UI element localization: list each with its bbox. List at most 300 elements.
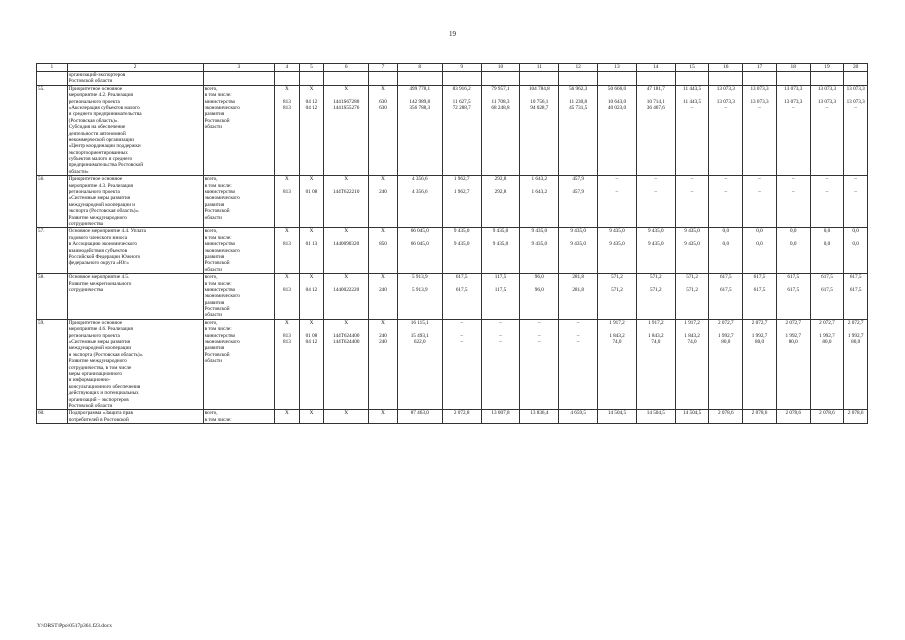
executor-line: министерство (204, 189, 236, 196)
amount-value: 617,5 (821, 286, 833, 293)
amount-value: – (460, 332, 463, 339)
amount-cell (810, 319, 844, 409)
executor-cell (203, 319, 275, 409)
row-number-cell: 56. (37, 176, 68, 228)
amount-value: 0,0 (756, 228, 763, 235)
amount-cell (844, 176, 868, 228)
amount-cell (559, 274, 598, 320)
amount-value: – (499, 319, 502, 326)
spacer (599, 417, 635, 423)
event-name-line: регионального проекта (68, 98, 120, 105)
amount-value: – (791, 104, 795, 111)
executor-cell (203, 176, 275, 228)
empty-cell (776, 72, 810, 86)
amount-value: 617,5 (719, 286, 732, 293)
budget-code-value: 04 12 (305, 104, 318, 111)
amount-value: 142 989,8 (409, 98, 431, 105)
event-name-line: и информационно- (68, 377, 111, 384)
executor-line: в том числе: (204, 92, 232, 99)
budget-code-cell (275, 274, 300, 320)
amount-value: 0,0 (823, 228, 831, 235)
executor-line: в том числе: (204, 234, 232, 241)
empty-cell (598, 72, 637, 86)
executor-line: экономического (204, 104, 240, 111)
amount-value: 1 643,2 (531, 176, 548, 183)
amount-value: 11 708,3 (491, 98, 510, 105)
amount-value: – (460, 339, 463, 346)
amount-value: 9 435,0 (609, 241, 625, 248)
amount-value: – (724, 104, 728, 111)
amount-value: 0,0 (789, 228, 797, 235)
executor-line: экономического (204, 247, 240, 254)
amount-cell (397, 274, 442, 320)
amount-value: 617,5 (849, 286, 862, 293)
amount-cell (810, 274, 844, 320)
spacer (845, 417, 866, 423)
amount-value: 1 992,7 (847, 332, 864, 339)
budget-code-value: 850 (379, 241, 387, 248)
executor-line: Ростовской (204, 260, 230, 267)
amount-value: – (499, 339, 502, 346)
amount-value: 11 230,8 (569, 98, 588, 105)
executor-line: развития (204, 345, 225, 352)
amount-cell (844, 319, 868, 409)
executor-line: министерство (204, 332, 236, 339)
amount-cell (636, 85, 675, 175)
event-name-line: «Центр координации поддержки (68, 143, 141, 150)
amount-value: 14 504,5 (607, 410, 627, 417)
event-name-line: федерального округа «Юг» (68, 260, 129, 267)
amount-cell (743, 176, 777, 228)
page-number: 19 (449, 30, 456, 38)
budget-code-value: 144T622210 (332, 189, 360, 196)
amount-value: 74,0 (687, 339, 697, 346)
budget-code-cell (369, 85, 398, 175)
budget-code-cell (369, 410, 398, 424)
row-number-cell: 60. (37, 410, 68, 424)
budget-code-value: 813 (283, 286, 291, 293)
amount-value: 571,2 (686, 286, 698, 293)
budget-code-value: 813 (283, 104, 291, 111)
event-name-line: сотрудничества (68, 220, 104, 227)
amount-value: 1 843,2 (684, 332, 700, 339)
event-name-cell (67, 85, 203, 175)
event-name-line: Развитие международного (68, 358, 127, 365)
column-number: 10 (481, 64, 520, 72)
amount-value: 292,8 (494, 189, 507, 196)
amount-value: 571,2 (611, 274, 623, 281)
amount-cell (559, 410, 598, 424)
amount-value: 9 435,0 (648, 241, 664, 248)
budget-code-value: 04 12 (305, 98, 318, 105)
amount-value: 13 073,3 (846, 85, 865, 92)
amount-value: 1 992,7 (819, 332, 835, 339)
amount-cell (598, 274, 637, 320)
event-name-line: деятельности автономной (68, 130, 126, 137)
amount-value: 80,0 (788, 339, 798, 346)
column-number: 13 (598, 64, 637, 72)
executor-line: развития (204, 201, 225, 208)
executor-line: развития (204, 253, 225, 260)
amount-value: 36 467,6 (646, 104, 665, 111)
column-number: 8 (397, 64, 442, 72)
amount-value: 617,5 (719, 274, 732, 281)
amount-cell (636, 228, 675, 274)
event-name-cell (67, 228, 203, 274)
budget-code-cell (299, 228, 324, 274)
amount-value: 80,0 (721, 339, 731, 346)
amount-value: 4 356,6 (411, 189, 428, 196)
budget-code-cell (299, 274, 324, 320)
amount-cell (559, 228, 598, 274)
column-number: 2 (67, 64, 203, 72)
amount-cell (709, 319, 743, 409)
amount-cell (709, 85, 743, 175)
table-row (37, 274, 868, 320)
amount-value: 96,0 (534, 274, 544, 281)
amount-value: 9 435,0 (684, 241, 700, 248)
executor-line: Ростовской (204, 208, 230, 215)
amount-value: 74,0 (651, 339, 661, 346)
table-row (37, 410, 868, 424)
row-number-cell: 58. (37, 274, 68, 320)
executor-line: Ростовской (204, 117, 230, 124)
budget-code-cell (299, 319, 324, 409)
amount-cell (481, 176, 520, 228)
budget-code-cell (324, 228, 369, 274)
executor-line: всего, (204, 319, 218, 326)
event-name-line: Ростовской области (68, 402, 113, 409)
amount-cell (810, 228, 844, 274)
amount-value: – (538, 332, 541, 339)
budget-code-value: 1440022220 (333, 286, 360, 293)
amount-value: – (654, 189, 658, 196)
amount-value: 1 917,2 (609, 319, 625, 326)
amount-cell (481, 228, 520, 274)
event-name-line: Основное мероприятие 4.5. (68, 274, 130, 281)
budget-code-value: X (309, 410, 314, 417)
amount-value: 5 913,9 (411, 286, 428, 293)
amount-value: 13 073,3 (846, 98, 865, 105)
amount-cell (810, 176, 844, 228)
amount-value: 9 435,0 (648, 228, 664, 235)
column-number: 11 (520, 64, 559, 72)
amount-value: 1 643,2 (531, 189, 548, 196)
amount-cell (776, 228, 810, 274)
amount-value: 96,0 (534, 286, 544, 293)
amount-cell (776, 319, 810, 409)
event-name-cell (67, 176, 203, 228)
amount-value: 87 463,0 (410, 410, 429, 417)
amount-cell (776, 85, 810, 175)
continuation-name-cell (67, 72, 203, 86)
amount-value: 281,8 (572, 286, 584, 293)
amount-value: 571,2 (649, 274, 662, 281)
budget-code-value: X (285, 176, 289, 183)
budget-code-value: X (285, 85, 289, 92)
amount-value: – (758, 189, 761, 196)
budget-code-cell (369, 228, 398, 274)
budget-code-value: X (309, 228, 314, 235)
column-number: 16 (709, 64, 743, 72)
budget-code-cell (275, 410, 300, 424)
amount-value: 13 073,3 (817, 85, 837, 92)
amount-value: 40 023,0 (607, 104, 627, 111)
file-path-footer: Y:\ORST\Ppo\0517p361.f23.docx (37, 623, 112, 629)
budget-code-value: 04 12 (305, 339, 318, 346)
executor-cell (203, 274, 275, 320)
empty-cell (299, 72, 324, 86)
executor-line: развития (204, 111, 225, 118)
column-number: 6 (324, 64, 369, 72)
amount-cell (442, 176, 481, 228)
amount-cell (709, 410, 743, 424)
spacer (710, 417, 741, 423)
column-number: 3 (203, 64, 275, 72)
amount-value: – (690, 189, 694, 196)
budget-code-value: 240 (379, 189, 387, 196)
amount-value: 117,5 (494, 286, 507, 293)
column-number: 5 (299, 64, 324, 72)
amount-cell (636, 274, 675, 320)
event-name-cell (67, 410, 203, 424)
event-name-line: регионального проекта (68, 332, 120, 339)
event-name-line: мероприятие 4.3. Реализация (68, 182, 133, 189)
amount-value: 9 435,0 (684, 228, 700, 235)
amount-value: – (758, 176, 761, 183)
column-number: 7 (369, 64, 398, 72)
amount-cell (675, 410, 709, 424)
amount-value: – (791, 176, 795, 183)
amount-value: 117,5 (494, 274, 507, 281)
budget-code-cell (369, 274, 398, 320)
amount-value: – (825, 104, 829, 111)
budget-code-value: X (344, 410, 349, 417)
amount-value: 2 078,6 (718, 410, 734, 417)
executor-line: в том числе: (204, 416, 232, 423)
amount-cell (397, 85, 442, 175)
amount-value: 0,0 (722, 228, 730, 235)
amount-value: 50 666,0 (607, 85, 627, 92)
amount-value: – (825, 176, 829, 183)
amount-value: 16 115,1 (410, 319, 429, 326)
spacer (812, 417, 843, 423)
empty-cell (37, 72, 68, 86)
amount-value: 457,9 (572, 189, 584, 196)
budget-code-value: X (381, 228, 385, 235)
amount-cell (743, 319, 777, 409)
spacer (638, 417, 674, 423)
amount-value: 1 992,7 (718, 332, 734, 339)
spacer (370, 417, 396, 423)
amount-cell (636, 319, 675, 409)
amount-cell (709, 176, 743, 228)
budget-code-value: 240 (379, 286, 387, 293)
amount-value: 356 788,3 (409, 104, 431, 111)
executor-line: Ростовской (204, 351, 230, 358)
amount-value: 2 072,7 (718, 319, 734, 326)
event-name-line: области» (68, 168, 89, 175)
budget-code-cell (275, 228, 300, 274)
amount-value: 0,0 (852, 241, 859, 248)
budget-code-value: X (381, 410, 385, 417)
budget-code-value: 813 (283, 189, 291, 196)
budget-code-value: 01 08 (305, 332, 318, 339)
executor-line: области (204, 124, 222, 131)
row-number-cell: 55. (37, 85, 68, 175)
executor-line: области (204, 358, 222, 365)
amount-value: 13 836,4 (530, 410, 549, 417)
empty-cell (481, 72, 520, 86)
amount-value: 13 073,3 (784, 85, 803, 92)
budget-code-value: 813 (283, 339, 291, 346)
executor-cell (203, 410, 275, 424)
event-name-line: сотрудничества, в том числе (68, 364, 132, 371)
amount-cell (442, 319, 481, 409)
budget-code-value: 144T624400 (332, 332, 360, 339)
amount-cell (481, 85, 520, 175)
event-name-line: Развитие международного (68, 214, 127, 221)
amount-value: 617,5 (455, 274, 468, 281)
budget-code-cell (275, 319, 300, 409)
budget-code-cell (324, 85, 369, 175)
budget-code-value: X (285, 410, 289, 417)
amount-value: 13 073,3 (716, 98, 735, 105)
budget-code-cell (275, 85, 300, 175)
budget-code-value: X (285, 228, 289, 235)
event-name-line: меры организационного (68, 370, 123, 377)
budget-code-value: 144T624400 (332, 339, 360, 346)
budget-code-value: 630 (379, 98, 387, 105)
amount-value: – (615, 189, 619, 196)
amount-cell (520, 410, 559, 424)
executor-line: экономического (204, 195, 240, 202)
event-name-line: годового членского взноса (68, 234, 128, 241)
amount-value: 1 843,2 (609, 332, 625, 339)
budget-code-value: 01 13 (305, 241, 318, 248)
amount-cell (598, 228, 637, 274)
amount-value: 1 843,2 (648, 332, 664, 339)
executor-line: развития (204, 299, 225, 306)
empty-cell (369, 72, 398, 86)
amount-value: 68 248,8 (491, 104, 510, 111)
amount-value: 2 072,7 (819, 319, 835, 326)
amount-value: 1 917,2 (648, 319, 664, 326)
amount-value: 2 072,8 (453, 410, 470, 417)
empty-cell (442, 72, 481, 86)
amount-cell (481, 319, 520, 409)
budget-code-value: X (381, 176, 385, 183)
empty-cell (559, 72, 598, 86)
amount-value: 80,0 (851, 339, 861, 346)
event-name-line: (Ростовская область)». (68, 117, 119, 124)
event-name-line: Приоритетное основное (68, 176, 123, 183)
spacer (560, 417, 596, 423)
amount-cell (743, 410, 777, 424)
amount-value: 13 073,3 (817, 98, 837, 105)
column-number: 4 (275, 64, 300, 72)
event-name-line: организаций – экспортеров (68, 396, 129, 403)
budget-code-value: X (344, 319, 349, 326)
amount-value: 2 078,6 (819, 410, 835, 417)
budget-code-cell (324, 274, 369, 320)
empty-cell (397, 72, 442, 86)
empty-cell (324, 72, 369, 86)
amount-value: 617,5 (787, 274, 800, 281)
event-name-line: Основное мероприятие 4.4. Уплата (68, 228, 146, 235)
amount-cell (559, 319, 598, 409)
amount-cell (844, 410, 868, 424)
amount-cell (709, 228, 743, 274)
executor-cell (203, 228, 275, 274)
budget-code-value: 240 (379, 332, 387, 339)
amount-value: 617,5 (821, 274, 833, 281)
continuation-row (37, 72, 868, 86)
amount-value: 617,5 (787, 286, 800, 293)
event-name-line: Подпрограмма «Защита прав (68, 410, 133, 417)
amount-cell (709, 274, 743, 320)
budget-code-cell (299, 410, 324, 424)
event-name-line: экспорта (Ростовская область)». (68, 208, 140, 215)
budget-code-value: X (285, 319, 289, 326)
event-name-line: субъектов малого и среднего (68, 156, 133, 163)
event-name-line: в Ассоциацию экономического (68, 241, 137, 248)
row-number-cell: 57. (37, 228, 68, 274)
budget-code-value: X (381, 85, 385, 92)
amount-value: 0,0 (722, 241, 730, 248)
event-name-line: «Акселерация субъектов малого (68, 104, 140, 111)
event-name-line: предпринимательства Ростовской (68, 162, 144, 169)
spacer (325, 417, 367, 423)
executor-cell (203, 85, 275, 175)
executor-line: всего, (204, 85, 218, 92)
spacer (744, 417, 775, 423)
budget-code-value: X (344, 228, 349, 235)
amount-cell (442, 228, 481, 274)
budget-code-value: 01 08 (305, 189, 318, 196)
amount-value: 9 435,0 (570, 241, 586, 248)
amount-value: – (538, 339, 541, 346)
event-name-line: Приоритетное основное (68, 319, 123, 326)
column-number: 15 (675, 64, 709, 72)
column-number: 17 (743, 64, 777, 72)
budget-code-value: X (344, 85, 349, 92)
budget-code-value: X (344, 176, 349, 183)
budget-code-value: X (309, 274, 314, 281)
event-name-line: экспортоориентированных (68, 149, 128, 156)
spacer (521, 417, 557, 423)
amount-value: 13 073,3 (750, 98, 769, 105)
table-row (37, 85, 868, 175)
amount-value: 9 435,0 (531, 241, 548, 248)
budget-code-value: X (344, 274, 349, 281)
event-name-line: взаимодействия субъектов (68, 247, 128, 254)
empty-cell (844, 72, 868, 86)
executor-line: в том числе: (204, 182, 232, 189)
amount-value: – (576, 332, 580, 339)
amount-cell (743, 85, 777, 175)
table-row (37, 228, 868, 274)
amount-value: 66 045,0 (410, 241, 429, 248)
amount-cell (675, 228, 709, 274)
amount-value: 499 778,1 (409, 85, 431, 92)
amount-cell (810, 410, 844, 424)
executor-line: всего, (204, 176, 218, 183)
amount-value: 80,0 (822, 339, 832, 346)
amount-value: 83 916,2 (452, 85, 471, 92)
table-row (37, 319, 868, 409)
event-name-line: Развитие межрегионального (68, 280, 132, 287)
